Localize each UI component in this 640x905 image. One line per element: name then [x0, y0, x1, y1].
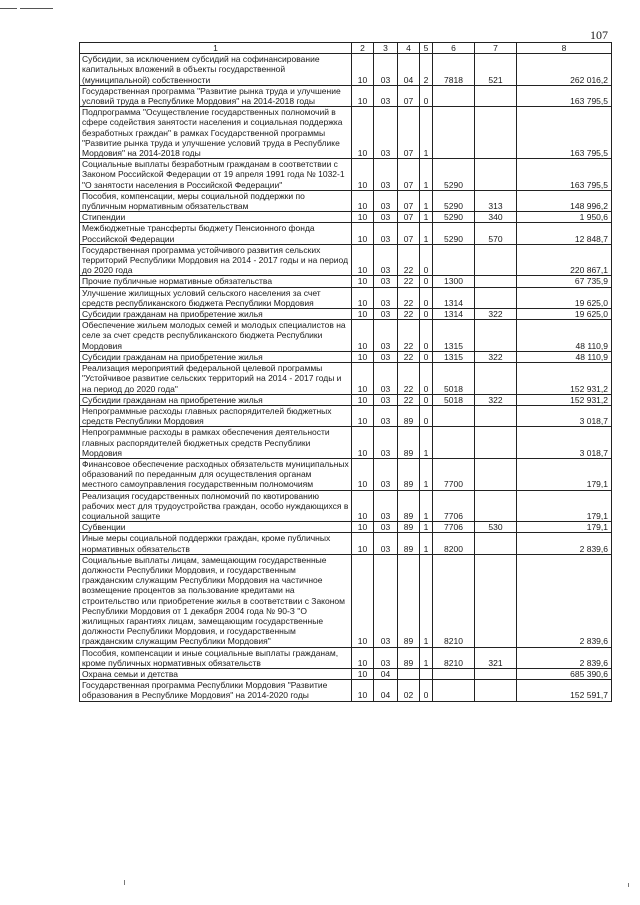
code-subprogram: 0 [420, 394, 433, 405]
code-target: 5018 [433, 363, 475, 395]
code-section: 10 [352, 533, 374, 554]
column-header: 8 [517, 43, 612, 54]
code-subprogram: 0 [420, 680, 433, 701]
table-row [80, 85, 612, 106]
code-expense-type [475, 159, 517, 191]
code-program: 89 [398, 458, 420, 490]
code-expense-type [475, 554, 517, 647]
code-subprogram: 1 [420, 533, 433, 554]
top-rule-right [20, 8, 53, 9]
code-program: 07 [398, 107, 420, 159]
amount: 2 839,6 [517, 533, 612, 554]
code-subprogram: 0 [420, 309, 433, 320]
code-subprogram: 1 [420, 107, 433, 159]
code-program: 22 [398, 287, 420, 308]
code-section: 10 [352, 554, 374, 647]
code-program: 22 [398, 309, 420, 320]
code-subsection: 03 [374, 458, 398, 490]
code-subprogram: 0 [420, 276, 433, 287]
code-program: 07 [398, 223, 420, 244]
column-header: 6 [433, 43, 475, 54]
column-header: 1 [80, 43, 352, 54]
code-program: 89 [398, 490, 420, 522]
code-section: 10 [352, 405, 374, 426]
code-expense-type [475, 287, 517, 308]
row-name: Субсидии гражданам на приобретение жилья [80, 309, 352, 320]
code-program: 89 [398, 522, 420, 533]
amount: 220 867,1 [517, 244, 612, 276]
row-name: Государственная программа устойчивого развития сельских территорий Республики Мордовия на 2014 - 2017 годы и на период до 2020 года [80, 244, 352, 276]
code-program: 89 [398, 647, 420, 668]
amount: 179,1 [517, 458, 612, 490]
code-target [433, 85, 475, 106]
table-row [80, 190, 612, 211]
code-section: 10 [352, 244, 374, 276]
code-section: 10 [352, 212, 374, 223]
row-name: Субсидии, за исключением субсидий на софинансирование капитальных вложений в объекты государственной (муниципальной) собственности [80, 54, 352, 86]
code-program: 07 [398, 85, 420, 106]
code-section: 10 [352, 522, 374, 533]
code-target: 1315 [433, 320, 475, 352]
table-row [80, 287, 612, 308]
code-section: 10 [352, 223, 374, 244]
code-expense-type [475, 276, 517, 287]
table-row [80, 54, 612, 86]
table-row [80, 223, 612, 244]
table-row [80, 490, 612, 522]
code-expense-type [475, 458, 517, 490]
code-expense-type: 530 [475, 522, 517, 533]
row-name: Финансовое обеспечение расходных обязательств муниципальных образований по переданным для осуществления органам местного самоуправления государственным полномочиям [80, 458, 352, 490]
code-subprogram: 0 [420, 244, 433, 276]
code-section: 10 [352, 287, 374, 308]
row-name: Государственная программа Республики Мордовия "Развитие образования в Республике Мордовия" на 2014-2020 годы [80, 680, 352, 701]
code-expense-type: 570 [475, 223, 517, 244]
code-program: 04 [398, 54, 420, 86]
table-row [80, 554, 612, 647]
code-section: 10 [352, 647, 374, 668]
row-name: Непрограммные расходы главных распорядителей бюджетных средств Республики Мордовия [80, 405, 352, 426]
code-expense-type [475, 490, 517, 522]
code-program: 22 [398, 394, 420, 405]
code-target: 5290 [433, 159, 475, 191]
column-header: 4 [398, 43, 420, 54]
code-target [433, 244, 475, 276]
code-section: 10 [352, 680, 374, 701]
row-name: Обеспечение жильем молодых семей и молодых специалистов на селе за счет средств республиканского бюджета Республики Мордовия [80, 320, 352, 352]
code-expense-type: 521 [475, 54, 517, 86]
code-subsection: 03 [374, 320, 398, 352]
code-program: 07 [398, 212, 420, 223]
row-name: Субсидии гражданам на приобретение жилья [80, 394, 352, 405]
code-target: 8210 [433, 554, 475, 647]
amount: 1 950,6 [517, 212, 612, 223]
code-target: 5018 [433, 394, 475, 405]
code-section: 10 [352, 490, 374, 522]
code-subsection: 03 [374, 190, 398, 211]
row-name: Непрограммные расходы в рамках обеспечения деятельности главных распорядителей бюджетных средств Республики Мордовия [80, 427, 352, 459]
code-subsection: 03 [374, 223, 398, 244]
row-name: Субсидии гражданам на приобретение жилья [80, 351, 352, 362]
code-program: 22 [398, 244, 420, 276]
code-target: 1315 [433, 351, 475, 362]
code-target [433, 107, 475, 159]
code-target: 1314 [433, 287, 475, 308]
code-subprogram: 0 [420, 320, 433, 352]
code-expense-type [475, 533, 517, 554]
code-subsection: 03 [374, 212, 398, 223]
row-name: Улучшение жилищных условий сельского населения за счет средств республиканского бюджета Республики Мордовия [80, 287, 352, 308]
row-name: Реализация государственных полномочий по квотированию рабочих мест для трудоустройства граждан, особо нуждающихся в социальной защите [80, 490, 352, 522]
table-row [80, 647, 612, 668]
code-subsection: 03 [374, 533, 398, 554]
code-expense-type: 340 [475, 212, 517, 223]
code-program: 22 [398, 276, 420, 287]
amount: 163 795,5 [517, 85, 612, 106]
code-subsection: 03 [374, 85, 398, 106]
code-subprogram: 2 [420, 54, 433, 86]
code-subsection: 03 [374, 351, 398, 362]
code-expense-type [475, 85, 517, 106]
code-subprogram: 1 [420, 554, 433, 647]
row-name: Социальные выплаты лицам, замещающим государственные должности Республики Мордовия, и государственным гражданским служащим Республики Мордовия на частичное возмещение процентов за пользование кредитами на строительство или приобретение жилья в соответствии с Законом Республики Мордовия от 1 декабря 2004 года № 90-З "О жилищных гарантиях лицам, замещающим государственные должности Республики Мордовия, и государственным гражданским служащим Республики Мордовия" [80, 554, 352, 647]
code-subsection: 03 [374, 159, 398, 191]
table-row [80, 533, 612, 554]
table-row [80, 107, 612, 159]
code-section: 10 [352, 394, 374, 405]
code-subsection: 03 [374, 107, 398, 159]
code-expense-type [475, 405, 517, 426]
code-subsection: 03 [374, 405, 398, 426]
code-program: 22 [398, 320, 420, 352]
code-section: 10 [352, 458, 374, 490]
row-name: Реализация мероприятий федеральной целевой программы "Устойчивое развитие сельских территорий на 2014 - 2017 годы и на период до 2020 года" [80, 363, 352, 395]
amount: 163 795,5 [517, 159, 612, 191]
code-target: 8210 [433, 647, 475, 668]
table-row [80, 458, 612, 490]
code-expense-type [475, 680, 517, 701]
code-subprogram: 1 [420, 212, 433, 223]
code-subprogram: 1 [420, 159, 433, 191]
code-expense-type: 322 [475, 394, 517, 405]
code-section: 10 [352, 190, 374, 211]
code-expense-type: 322 [475, 351, 517, 362]
amount: 163 795,5 [517, 107, 612, 159]
code-subprogram: 1 [420, 190, 433, 211]
code-program: 89 [398, 533, 420, 554]
table-row [80, 159, 612, 191]
table-row [80, 212, 612, 223]
code-target: 1314 [433, 309, 475, 320]
code-subsection: 03 [374, 244, 398, 276]
code-target [433, 427, 475, 459]
code-section: 10 [352, 309, 374, 320]
code-subprogram: 0 [420, 85, 433, 106]
code-subsection: 04 [374, 668, 398, 679]
amount: 19 625,0 [517, 309, 612, 320]
table-header-row [80, 43, 612, 54]
code-target: 7818 [433, 54, 475, 86]
code-program: 22 [398, 363, 420, 395]
code-subsection: 04 [374, 680, 398, 701]
column-header: 7 [475, 43, 517, 54]
amount: 685 390,6 [517, 668, 612, 679]
table-row [80, 680, 612, 701]
code-section: 10 [352, 363, 374, 395]
code-expense-type: 313 [475, 190, 517, 211]
code-section: 10 [352, 427, 374, 459]
code-subprogram: 1 [420, 490, 433, 522]
code-subsection: 03 [374, 276, 398, 287]
scan-mark [124, 880, 125, 885]
row-name: Иные меры социальной поддержки граждан, кроме публичных нормативных обязательств [80, 533, 352, 554]
code-subsection: 03 [374, 490, 398, 522]
code-expense-type: 322 [475, 309, 517, 320]
amount: 148 996,2 [517, 190, 612, 211]
amount: 2 839,6 [517, 647, 612, 668]
code-program: 89 [398, 405, 420, 426]
code-subprogram: 0 [420, 351, 433, 362]
code-expense-type [475, 244, 517, 276]
code-expense-type [475, 427, 517, 459]
amount: 48 110,9 [517, 320, 612, 352]
amount: 152 931,2 [517, 394, 612, 405]
code-section: 10 [352, 159, 374, 191]
code-subprogram: 1 [420, 647, 433, 668]
code-subprogram: 0 [420, 405, 433, 426]
code-subsection: 03 [374, 394, 398, 405]
amount: 152 591,7 [517, 680, 612, 701]
code-program: 22 [398, 351, 420, 362]
code-program: 07 [398, 159, 420, 191]
column-header: 2 [352, 43, 374, 54]
code-subprogram: 1 [420, 427, 433, 459]
table-row [80, 668, 612, 679]
table-row [80, 427, 612, 459]
code-subprogram: 0 [420, 363, 433, 395]
table-row [80, 405, 612, 426]
amount: 48 110,9 [517, 351, 612, 362]
code-program: 07 [398, 190, 420, 211]
code-expense-type [475, 668, 517, 679]
row-name: Государственная программа "Развитие рынка труда и улучшение условий труда в Республике Мордовия" на 2014-2018 годы [80, 85, 352, 106]
code-subprogram: 0 [420, 287, 433, 308]
top-rule-left [0, 8, 17, 9]
row-name: Стипендии [80, 212, 352, 223]
code-section: 10 [352, 668, 374, 679]
code-section: 10 [352, 276, 374, 287]
table-row [80, 320, 612, 352]
code-subprogram [420, 668, 433, 679]
code-expense-type [475, 363, 517, 395]
column-header: 5 [420, 43, 433, 54]
code-subsection: 03 [374, 647, 398, 668]
amount: 3 018,7 [517, 427, 612, 459]
code-expense-type [475, 107, 517, 159]
row-name: Прочие публичные нормативные обязательства [80, 276, 352, 287]
code-subsection: 03 [374, 309, 398, 320]
code-subsection: 03 [374, 363, 398, 395]
code-expense-type: 321 [475, 647, 517, 668]
scan-mark [628, 883, 629, 887]
code-program: 89 [398, 554, 420, 647]
code-subsection: 03 [374, 427, 398, 459]
row-name: Пособия, компенсации и иные социальные выплаты гражданам, кроме публичных нормативных обязательств [80, 647, 352, 668]
budget-table [79, 42, 612, 702]
code-program [398, 668, 420, 679]
table-row [80, 522, 612, 533]
code-program: 89 [398, 427, 420, 459]
amount: 2 839,6 [517, 554, 612, 647]
page-number: 107 [590, 28, 608, 42]
code-target: 5290 [433, 223, 475, 244]
code-target [433, 668, 475, 679]
amount: 179,1 [517, 522, 612, 533]
table-row [80, 309, 612, 320]
code-target: 7706 [433, 490, 475, 522]
code-subprogram: 1 [420, 458, 433, 490]
code-target: 5290 [433, 190, 475, 211]
row-name: Подпрограмма "Осуществление государственных полномочий в сфере содействия занятости населения и социальная поддержка безработных граждан" в рамках Государственной программы "Развитие рынка труда и улучшение условий труда в Республике Мордовия" на 2014-2018 годы [80, 107, 352, 159]
code-target [433, 405, 475, 426]
table-row [80, 244, 612, 276]
code-section: 10 [352, 320, 374, 352]
code-subsection: 03 [374, 54, 398, 86]
code-target: 7700 [433, 458, 475, 490]
amount: 179,1 [517, 490, 612, 522]
row-name: Социальные выплаты безработным гражданам в соответствии с Законом Российской Федерации от 19 апреля 1991 года № 1032-1 "О занятости населения в Российской Федерации" [80, 159, 352, 191]
code-subprogram: 1 [420, 522, 433, 533]
amount: 262 016,2 [517, 54, 612, 86]
amount: 12 848,7 [517, 223, 612, 244]
code-subsection: 03 [374, 554, 398, 647]
table-row [80, 276, 612, 287]
code-section: 10 [352, 85, 374, 106]
code-subsection: 03 [374, 522, 398, 533]
table-row [80, 363, 612, 395]
code-section: 10 [352, 54, 374, 86]
row-name: Пособия, компенсации, меры социальной поддержки по публичным нормативным обязательствам [80, 190, 352, 211]
code-target: 8200 [433, 533, 475, 554]
table-row [80, 351, 612, 362]
code-program: 02 [398, 680, 420, 701]
code-subsection: 03 [374, 287, 398, 308]
code-section: 10 [352, 351, 374, 362]
row-name: Охрана семьи и детства [80, 668, 352, 679]
code-target: 5290 [433, 212, 475, 223]
amount: 152 931,2 [517, 363, 612, 395]
code-target [433, 680, 475, 701]
table-row [80, 394, 612, 405]
code-target: 7706 [433, 522, 475, 533]
code-expense-type [475, 320, 517, 352]
amount: 3 018,7 [517, 405, 612, 426]
column-header: 3 [374, 43, 398, 54]
amount: 19 625,0 [517, 287, 612, 308]
row-name: Межбюджетные трансферты бюджету Пенсионного фонда Российской Федерации [80, 223, 352, 244]
code-section: 10 [352, 107, 374, 159]
code-subprogram: 1 [420, 223, 433, 244]
code-target: 1300 [433, 276, 475, 287]
row-name: Субвенции [80, 522, 352, 533]
amount: 67 735,9 [517, 276, 612, 287]
